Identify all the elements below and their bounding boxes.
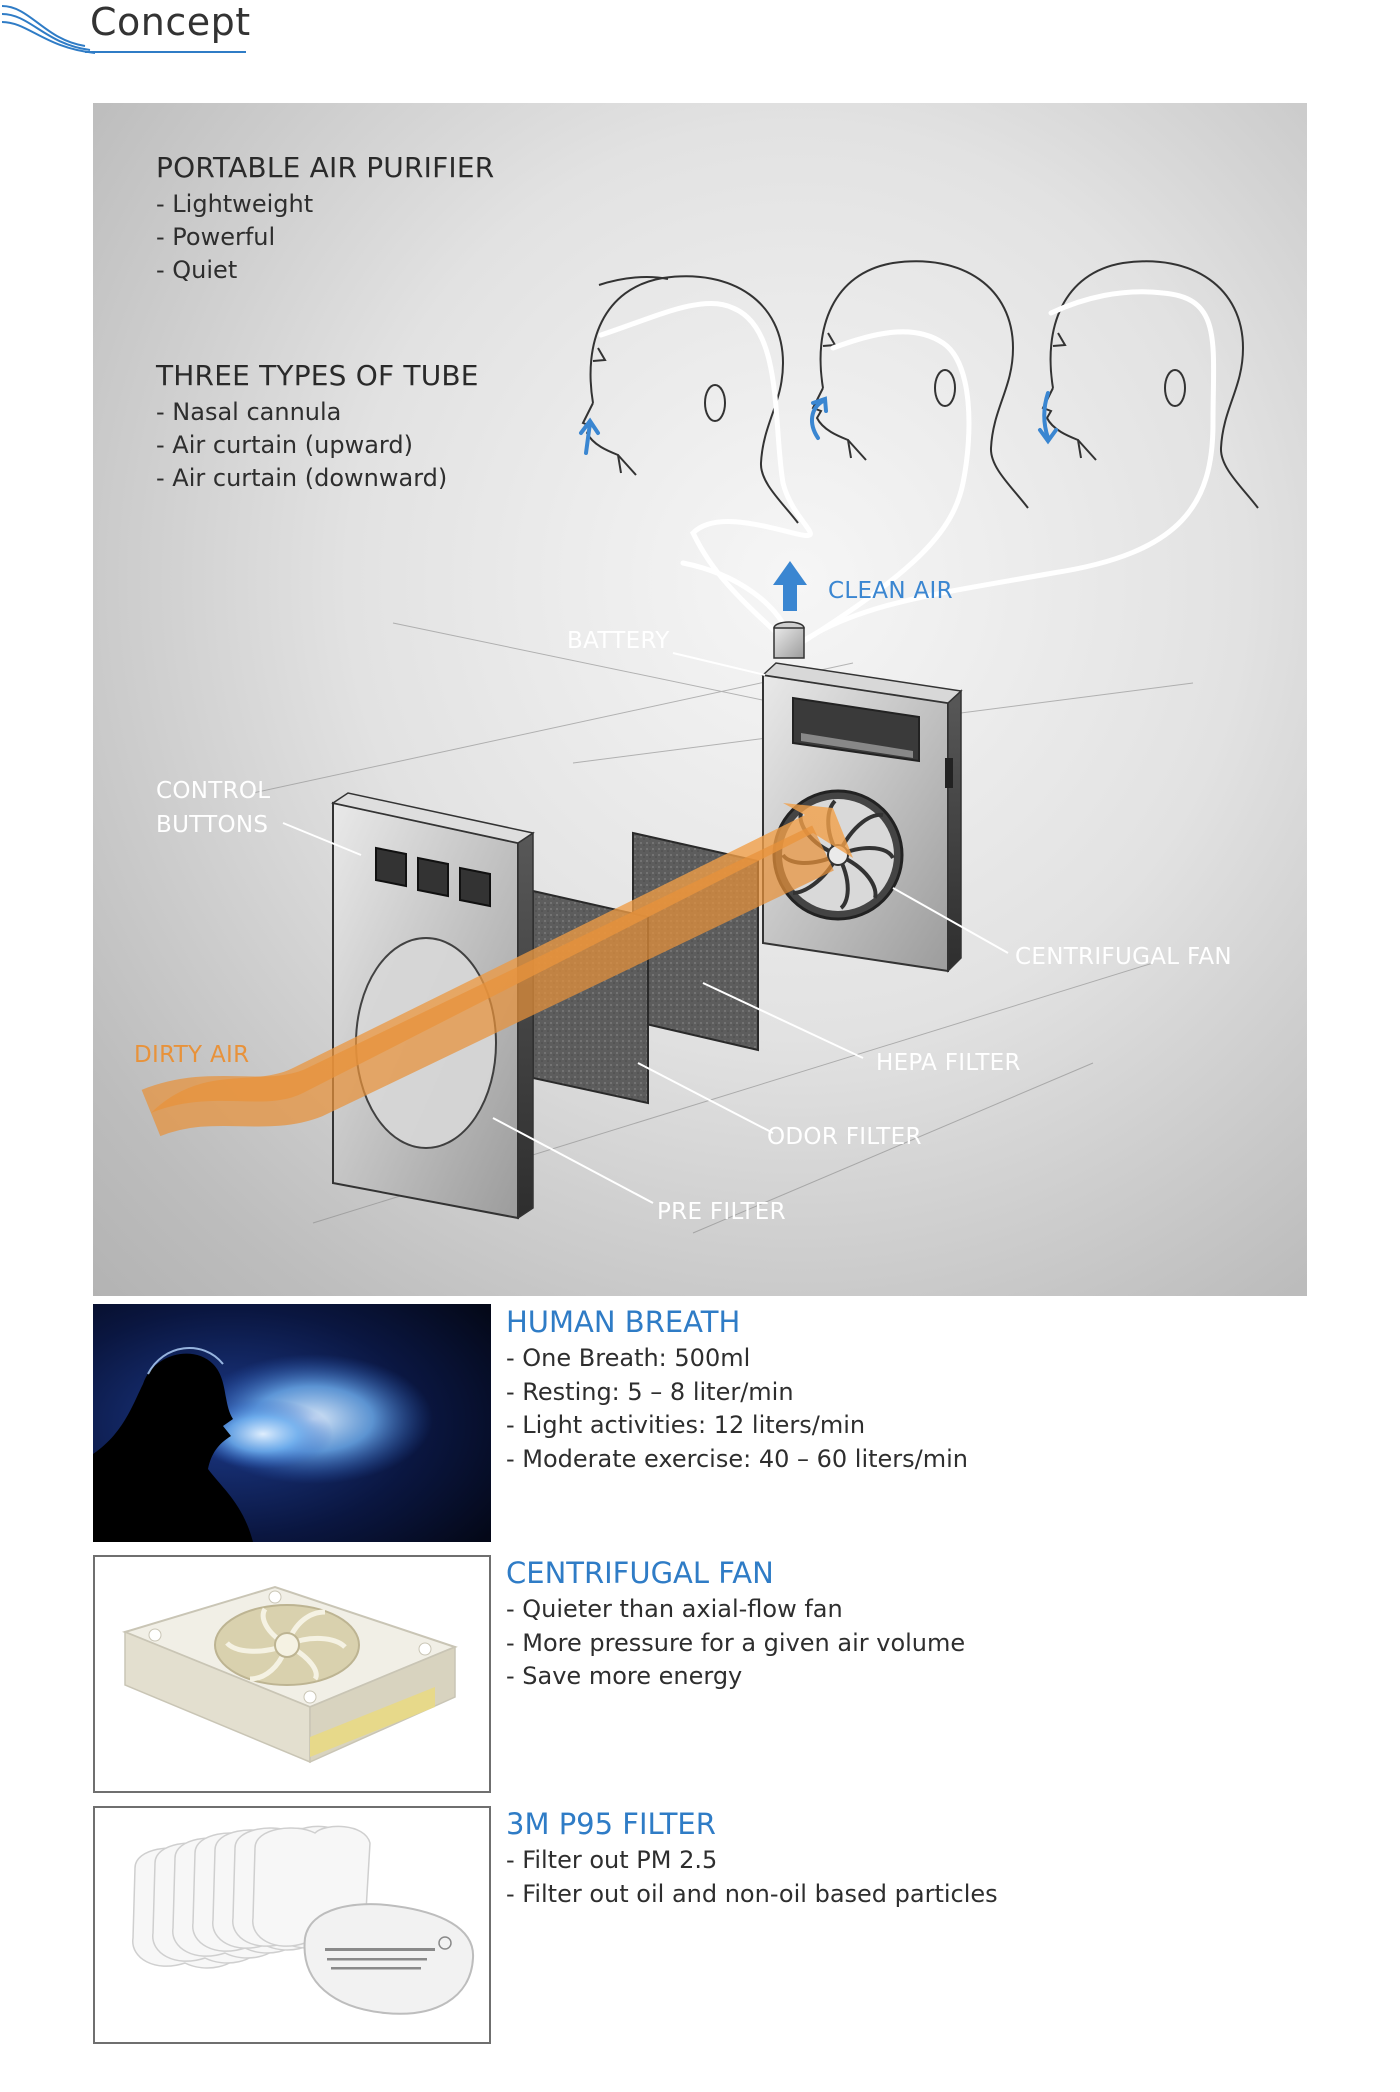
clean-air-label: CLEAN AIR [828, 578, 953, 604]
filter-pads-icon [95, 1808, 489, 2042]
tube-item: - Air curtain (upward) [156, 431, 413, 459]
features-block [156, 151, 494, 287]
human-breath-heading: HUMAN BREATH [506, 1305, 741, 1339]
concept-illustration [93, 103, 1307, 1296]
list-item: - Filter out oil and non-oil based particles [506, 1879, 998, 1908]
centrifugal-fan-label: CENTRIFUGAL FAN [1015, 944, 1232, 970]
head-sketch-icon [583, 276, 798, 523]
list-item: - Moderate exercise: 40 – 60 liters/min [506, 1444, 969, 1473]
features-heading: PORTABLE AIR PURIFIER [156, 151, 495, 184]
centrifugal-fan-photo [93, 1555, 491, 1793]
tubes-heading: THREE TYPES OF TUBE [156, 359, 479, 392]
head-sketch-icon [813, 261, 1028, 508]
centrifugal-fan-heading: CENTRIFUGAL FAN [506, 1556, 774, 1590]
control-buttons-label-line1: CONTROL [156, 778, 271, 804]
fan-product-icon [95, 1557, 489, 1791]
pre-filter-label: PRE FILTER [657, 1199, 786, 1225]
tube-item: - Nasal cannula [156, 398, 342, 426]
odor-filter-label: ODOR FILTER [767, 1124, 922, 1150]
p95-filter-photo [93, 1806, 491, 2044]
list-item: - Save more energy [506, 1662, 743, 1690]
hepa-filter-label: HEPA FILTER [876, 1050, 1021, 1076]
tube-item: - Air curtain (downward) [156, 464, 448, 492]
p95-filter-heading: 3M P95 FILTER [506, 1807, 716, 1841]
battery-label: BATTERY [567, 628, 670, 654]
human-breath-section [93, 1304, 1307, 1544]
feature-item: - Lightweight [156, 190, 314, 218]
control-buttons-label-line2: BUTTONS [156, 812, 269, 838]
page-title: Concept [90, 0, 251, 44]
list-item: - Filter out PM 2.5 [506, 1846, 718, 1874]
human-breath-photo [93, 1304, 491, 1542]
p95-filter-section [93, 1806, 1307, 2046]
feature-item: - Powerful [156, 223, 276, 251]
list-item: - Light activities: 12 liters/min [506, 1411, 866, 1439]
list-item: - One Breath: 500ml [506, 1344, 751, 1372]
centrifugal-fan-section [93, 1555, 1307, 1795]
clean-air-arrow-icon [773, 561, 807, 611]
dirty-air-label: DIRTY AIR [134, 1042, 250, 1068]
fan-module [763, 622, 961, 971]
list-item: - More pressure for a given air volume [506, 1628, 966, 1657]
feature-item: - Quiet [156, 256, 238, 284]
tubes-block [156, 359, 479, 495]
list-item: - Quieter than axial-flow fan [506, 1595, 843, 1623]
page-header [0, 0, 260, 60]
head-sketch-icon [1043, 261, 1258, 508]
list-item: - Resting: 5 – 8 liter/min [506, 1377, 794, 1406]
breath-silhouette-icon [93, 1304, 491, 1542]
